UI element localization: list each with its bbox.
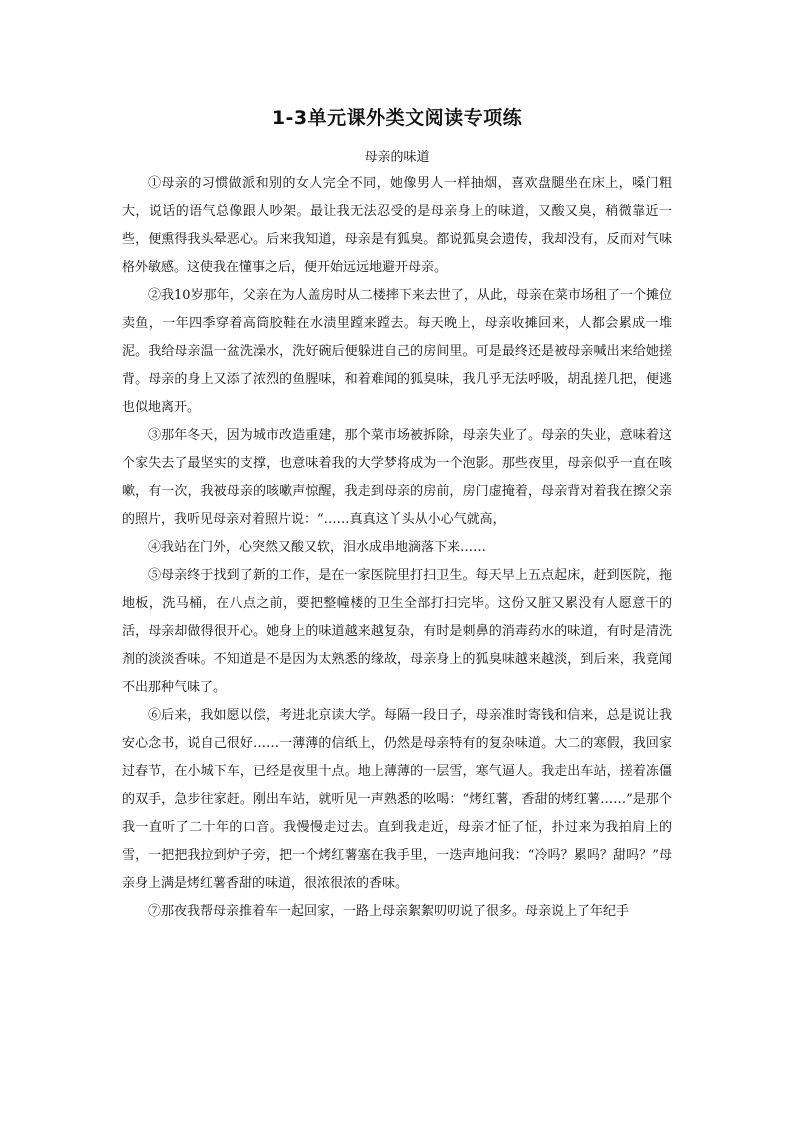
paragraph-1: ①母亲的习惯做派和别的女人完全不同，她像男人一样抽烟，喜欢盘腿坐在床上，嗓门粗大，说话的语气总像跟人吵架。最让我无法忍受的是母亲身上的味道，又酸又臭，稍微靠近一些，便熏得我头晕恶心。后来我知道，母亲是有狐臭。都说狐臭会遗传，我却没有，反而对气味格外敏感。这使我在懂事之后，便开始远远地避开母亲。 (122, 176, 672, 275)
paragraph-2: ②我10岁那年，父亲在为人盖房时从二楼摔下来去世了，从此，母亲在菜市场租了一个摊位卖鱼，一年四季穿着高筒胶鞋在水渍里蹚来蹚去。每天晚上，母亲收摊回来，人都会累成一堆泥。我给母亲温一盆洗澡水，洗好碗后便躲进自己的房间里。可是最终还是被母亲喊出来给她搓背。母亲的身上又添了浓烈的鱼腥味，和着难闻的狐臭味，我几乎无法呼吸，胡乱搓几把，便逃也似地离开。 (122, 288, 672, 415)
article-body (122, 170, 672, 926)
paragraph-3: ③那年冬天，因为城市改造重建，那个菜市场被拆除，母亲失业了。母亲的失业，意味着这个家失去了最坚实的支撑，也意味着我的大学梦将成为一个泡影。那些夜里，母亲似乎一直在咳嗽，有一次，我被母亲的咳嗽声惊醒，我走到母亲的房前，房门虚掩着，母亲背对着我在擦父亲的照片，我听见母亲对着照片说：“……真真这丫头从小心气就高， (122, 428, 672, 527)
paragraph-4: ④我站在门外，心突然又酸又软，泪水成串地滴落下来…… (148, 540, 487, 555)
paragraph-5: ⑤母亲终于找到了新的工作，是在一家医院里打扫卫生。每天早上五点起床，赶到医院，拖地板，洗马桶，在八点之前，要把整幢楼的卫生全部打扫完毕。这份又脏又累没有人愿意干的活，母亲却做得很开心。她身上的味道越来越复杂，有时是刺鼻的消毒药水的味道，有时是清洗剂的淡淡香味。不知道是不是因为太熟悉的缘故，母亲身上的狐臭味越来越淡，到后来，我竟闻不出那种气味了。 (122, 568, 672, 695)
article-subtitle: 母亲的味道 (364, 150, 430, 165)
paragraph-6: ⑥后来，我如愿以偿，考进北京读大学。每隔一段日子，母亲准时寄钱和信来，总是说让我安心念书，说自己很好……一薄薄的信纸上，仍然是母亲特有的复杂味道。大二的寒假，我回家过春节，在小城下车，已经是夜里十点。地上薄薄的一层雪，寒气逼人。我走出车站，搓着冻僵的双手，急步往家赶。刚出车站，就听见一声熟悉的吆喝：“烤红薯，香甜的烤红薯……”是那个我一直听了二十年的口音。我慢慢走过去。直到我走近，母亲才怔了怔，扑过来为我拍肩上的雪，一把把我拉到炉子旁，把一个烤红薯塞在我手里，一迭声地问我：“冷吗？累吗？甜吗？”母亲身上满是烤红薯香甜的味道，很浓很浓的香味。 (122, 708, 672, 891)
document-title: 1-3单元课外类文阅读专项练 (271, 107, 523, 129)
paragraph-7: ⑦那夜我帮母亲推着车一起回家，一路上母亲絮絮叨叨说了很多。母亲说上了年纪手 (148, 904, 630, 919)
